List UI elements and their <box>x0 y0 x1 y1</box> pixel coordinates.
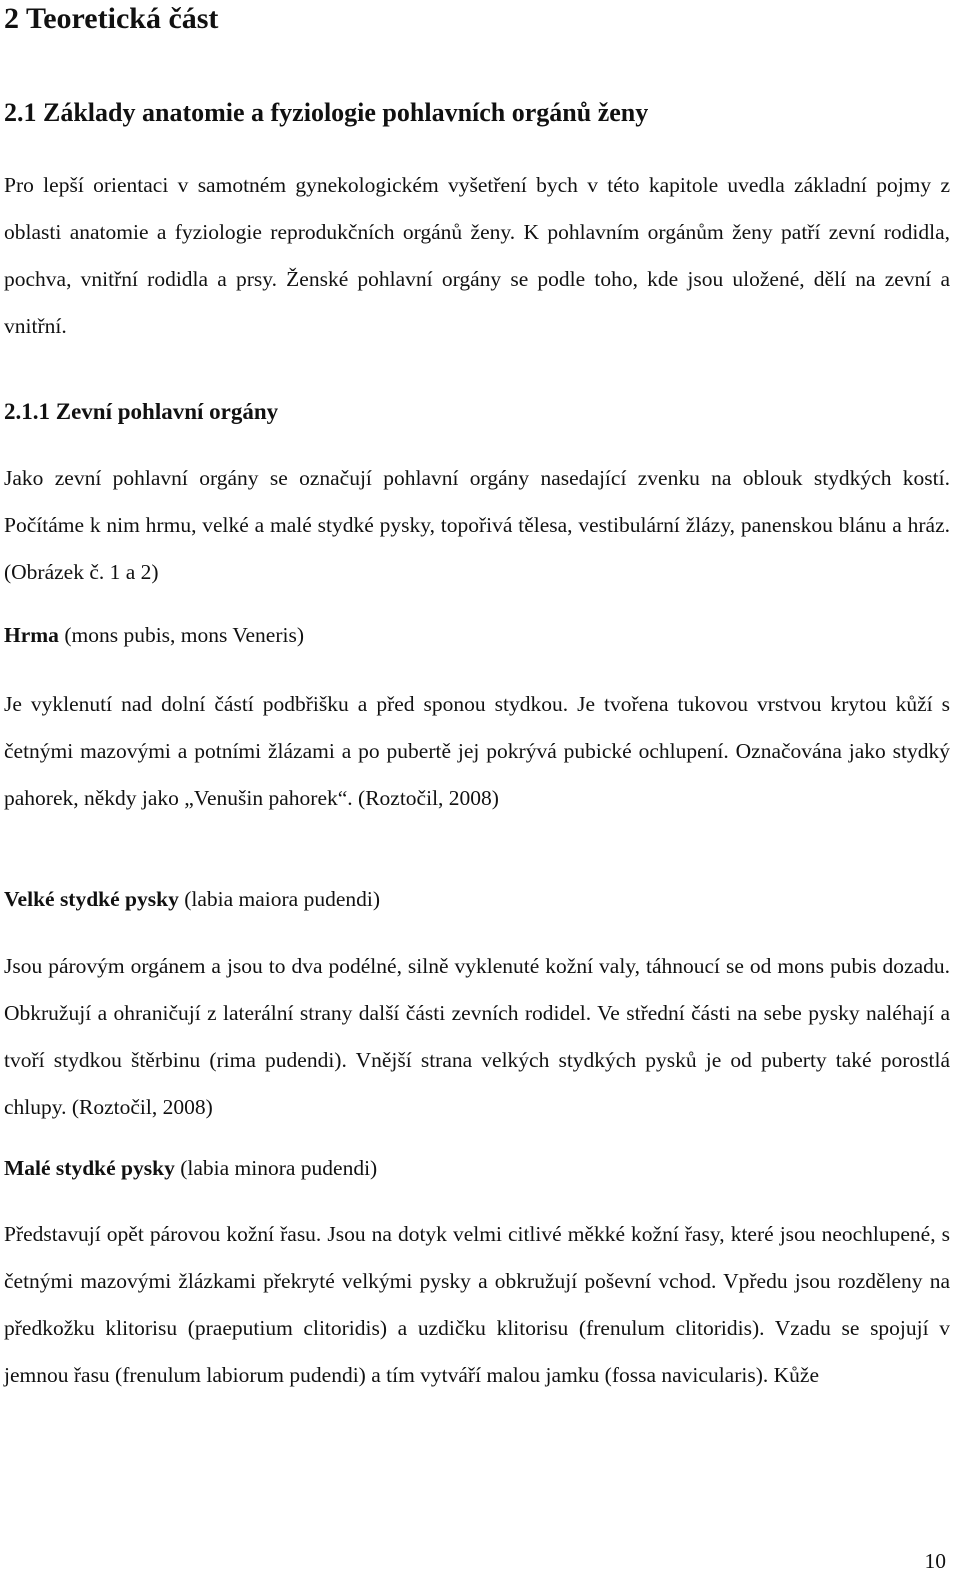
subsection-heading: 2.1.1 Zevní pohlavní orgány <box>4 399 279 424</box>
chapter-heading: 2 Teoretická část <box>4 2 219 35</box>
velke-term-line <box>4 884 380 914</box>
male-term-line <box>4 1153 377 1183</box>
intro-paragraph: Pro lepší orientaci v samotném gynekologickém vyšetření bych v této kapitole uvedla základní pojmy z oblasti anatomie a fyziologie reprodukčních orgánů ženy. K pohlavním orgánům ženy patří zevní rodidla, pochva, vnitřní rodidla a prsy. Ženské pohlavní orgány se podle toho, kde jsou uložené, dělí na zevní a vnitřní. <box>4 173 950 338</box>
male-latin: (labia minora pudendi) <box>174 1156 378 1180</box>
hrma-paragraph: Je vyklenutí nad dolní částí podbřišku a před sponou stydkou. Je tvořena tukovou vrstvou krytou kůží s četnými mazovými a potními žlázami a po pubertě jej pokrývá pubické ochlupení. Označována jako stydký pahorek, někdy jako „Venušin pahorek“. (Roztočil, 2008) <box>4 692 950 810</box>
section-heading: 2.1 Základy anatomie a fyziologie pohlavních orgánů ženy <box>4 98 649 127</box>
male-paragraph: Představují opět párovou kožní řasu. Jsou na dotyk velmi citlivé měkké kožní řasy, které jsou neochlupené, s četnými mazovými žlázkami překryté velkými pysky a obkružují poševní vchod. Vpředu jsou rozděleny na předkožku klitorisu (praeputium clitoridis) a uzdičku klitorisu (frenulum clitoridis). Vzadu se spojují v jemnou řasu (frenulum labiorum pudendi) a tím vytváří malou jamku (fossa navicularis). Kůže <box>4 1222 950 1387</box>
male-term: Malé stydké pysky <box>4 1156 175 1180</box>
hrma-term: Hrma <box>4 623 59 647</box>
hrma-latin: (mons pubis, mons Veneris) <box>58 623 304 647</box>
page-number: 10 <box>924 1549 946 1573</box>
external-organs-paragraph: Jako zevní pohlavní orgány se označují pohlavní orgány nasedající zvenku na oblouk stydkých kostí. Počítáme k nim hrmu, velké a malé stydké pysky, topořivá tělesa, vestibulární žlázy, panenskou blánu a hráz. (Obrázek č. 1 a 2) <box>4 466 950 584</box>
velke-term: Velké stydké pysky <box>4 887 179 911</box>
hrma-term-line <box>4 620 304 650</box>
velke-paragraph: Jsou párovým orgánem a jsou to dva podélné, silně vyklenuté kožní valy, táhnoucí se od mons pubis dozadu. Obkružují a ohraničují z laterální strany další části zevních rodidel. Ve střední části na sebe pysky naléhají a tvoří stydkou štěrbinu (rima pudendi). Vnější strana velkých stydkých pysků je od puberty také porostlá chlupy. (Roztočil, 2008) <box>4 954 950 1119</box>
velke-latin: (labia maiora pudendi) <box>178 887 381 911</box>
